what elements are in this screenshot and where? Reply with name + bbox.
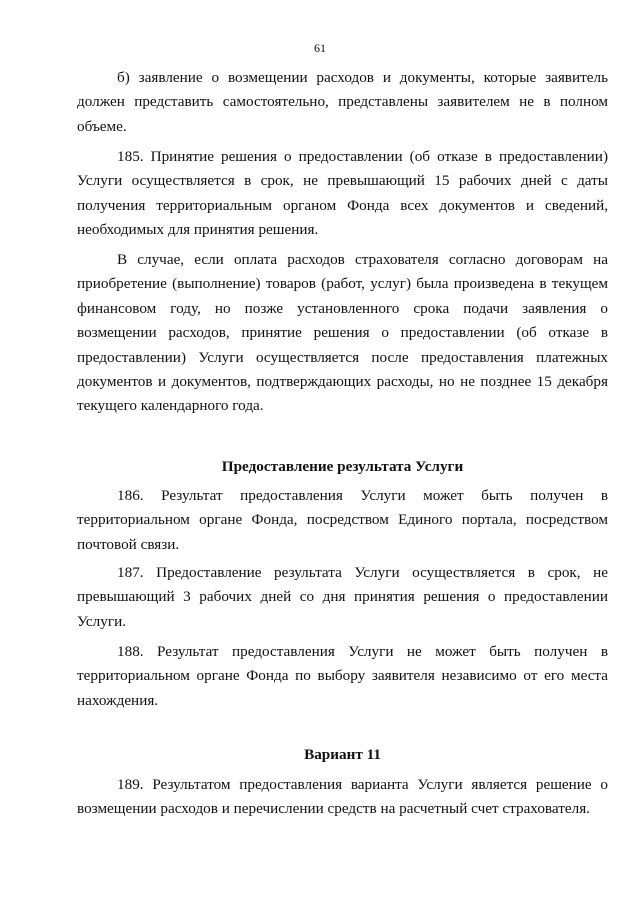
paragraph-189: 189. Результатом предоставления варианта Услуги является решение о возмещении расходов и перечислении средств на расчетный счет страхователя.: [77, 776, 608, 818]
heading-result: Предоставление результата Услуги: [221, 458, 464, 475]
paragraph-b: б) заявление о возмещении расходов и документы, которые заявитель должен представить самостоятельно, представлены заявителем не в полном объеме.: [77, 69, 608, 135]
paragraph-186: 186. Результат предоставления Услуги может быть получен в территориальном органе Фонда, посредством Единого портала, посредством почтовой связи.: [77, 487, 608, 553]
heading-variant: Вариант 11: [304, 746, 381, 763]
paragraph-185-continued: В случае, если оплата расходов страхователя согласно договорам на приобретение (выполнение) товаров (работ, услуг) была произведена в текущем финансовом году, но позже установленного срока подачи заявления о возмещении расходов, принятие решения о предоставлении (об отказе в предоставлении) Услуги осуществляется после предоставления платежных документов и документов, подтверждающих расходы, но не позднее 15 декабря текущего календарного года.: [77, 251, 608, 415]
paragraph-185: 185. Принятие решения о предоставлении (об отказе в предоставлении) Услуги осуществляется в срок, не превышающий 15 рабочих дней с даты получения территориальным органом Фонда всех документов и сведений, необходимых для принятия решения.: [77, 148, 608, 239]
page-number: 61: [314, 41, 326, 55]
paragraph-187: 187. Предоставление результата Услуги осуществляется в срок, не превышающий 3 рабочих дней со дня принятия решения о предоставлении Услуги.: [77, 564, 608, 630]
paragraph-188: 188. Результат предоставления Услуги не может быть получен в территориальном органе Фонда по выбору заявителя независимо от его места нахождения.: [77, 643, 608, 709]
